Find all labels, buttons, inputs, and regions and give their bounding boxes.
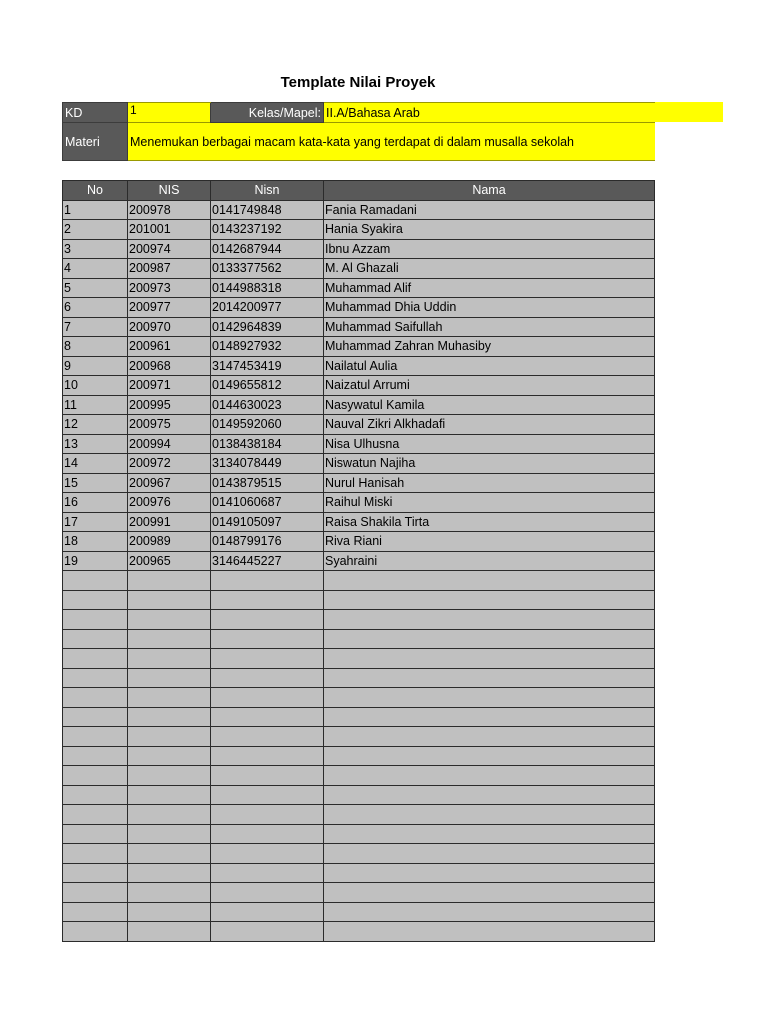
cell-nis[interactable] <box>128 766 211 786</box>
cell-nisn[interactable] <box>211 746 324 766</box>
empty-table-row <box>63 571 655 591</box>
cell-nis[interactable] <box>128 629 211 649</box>
kelas-mapel-value-cell[interactable]: II.A/Bahasa Arab <box>324 103 655 123</box>
cell-no[interactable] <box>63 649 128 669</box>
empty-table-row <box>63 668 655 688</box>
cell-no[interactable] <box>63 805 128 825</box>
empty-table-row <box>63 590 655 610</box>
cell-nama[interactable]: Fania Ramadani <box>324 200 655 220</box>
cell-nisn[interactable] <box>211 844 324 864</box>
cell-nisn[interactable]: 0144988318 <box>211 278 324 298</box>
cell-nama[interactable] <box>324 707 655 727</box>
header-nis: NIS <box>128 181 211 201</box>
cell-nama[interactable] <box>324 766 655 786</box>
cell-no[interactable]: 10 <box>63 376 128 396</box>
cell-nis[interactable]: 200977 <box>128 298 211 318</box>
cell-nisn[interactable]: 0148927932 <box>211 337 324 357</box>
kd-value-cell[interactable]: 1 <box>128 103 211 123</box>
empty-table-row <box>63 902 655 922</box>
cell-nama[interactable]: Nisa Ulhusna <box>324 434 655 454</box>
table-row <box>63 493 655 513</box>
cell-nis[interactable]: 200975 <box>128 415 211 435</box>
header-no: No <box>63 181 128 201</box>
table-row <box>63 200 655 220</box>
cell-no[interactable]: 2 <box>63 220 128 240</box>
empty-table-row <box>63 824 655 844</box>
table-row <box>63 532 655 552</box>
cell-nisn[interactable]: 3134078449 <box>211 454 324 474</box>
table-row <box>63 454 655 474</box>
cell-nama[interactable] <box>324 922 655 942</box>
cell-nis[interactable] <box>128 805 211 825</box>
cell-nis[interactable]: 200971 <box>128 376 211 396</box>
cell-no[interactable]: 19 <box>63 551 128 571</box>
cell-nis[interactable]: 200978 <box>128 200 211 220</box>
cell-no[interactable]: 11 <box>63 395 128 415</box>
cell-no[interactable]: 1 <box>63 200 128 220</box>
cell-nama[interactable]: Muhammad Zahran Muhasiby <box>324 337 655 357</box>
header-nisn: Nisn <box>211 181 324 201</box>
cell-nama[interactable]: Raisa Shakila Tirta <box>324 512 655 532</box>
empty-table-row <box>63 746 655 766</box>
empty-table-row <box>63 629 655 649</box>
empty-table-row <box>63 805 655 825</box>
cell-nisn[interactable] <box>211 629 324 649</box>
empty-table-row <box>63 707 655 727</box>
cell-nis[interactable]: 200987 <box>128 259 211 279</box>
cell-nisn[interactable] <box>211 707 324 727</box>
cell-nama[interactable] <box>324 844 655 864</box>
cell-nis[interactable] <box>128 571 211 591</box>
cell-nis[interactable] <box>128 590 211 610</box>
cell-nisn[interactable]: 0142964839 <box>211 317 324 337</box>
cell-nama[interactable]: Muhammad Alif <box>324 278 655 298</box>
cell-nama[interactable] <box>324 688 655 708</box>
cell-no[interactable] <box>63 766 128 786</box>
cell-no[interactable]: 12 <box>63 415 128 435</box>
cell-nis[interactable] <box>128 863 211 883</box>
cell-no[interactable] <box>63 668 128 688</box>
cell-nisn[interactable] <box>211 785 324 805</box>
cell-no[interactable]: 3 <box>63 239 128 259</box>
cell-nama[interactable] <box>324 727 655 747</box>
cell-no[interactable] <box>63 727 128 747</box>
kd-row <box>63 103 655 123</box>
materi-row <box>63 123 655 161</box>
cell-nama[interactable] <box>324 668 655 688</box>
cell-nama[interactable] <box>324 785 655 805</box>
cell-nis[interactable]: 200967 <box>128 473 211 493</box>
cell-no[interactable] <box>63 844 128 864</box>
empty-table-row <box>63 649 655 669</box>
table-row <box>63 337 655 357</box>
cell-nis[interactable]: 200972 <box>128 454 211 474</box>
cell-nama[interactable]: Raihul Miski <box>324 493 655 513</box>
cell-nama[interactable]: Muhammad Dhia Uddin <box>324 298 655 318</box>
empty-table-row <box>63 863 655 883</box>
cell-no[interactable]: 16 <box>63 493 128 513</box>
cell-nisn[interactable] <box>211 571 324 591</box>
cell-nisn[interactable] <box>211 902 324 922</box>
cell-nisn[interactable]: 3147453419 <box>211 356 324 376</box>
cell-nis[interactable] <box>128 668 211 688</box>
cell-nisn[interactable]: 0148799176 <box>211 532 324 552</box>
cell-nama[interactable] <box>324 610 655 630</box>
table-row <box>63 415 655 435</box>
cell-nama[interactable] <box>324 571 655 591</box>
cell-nis[interactable]: 200970 <box>128 317 211 337</box>
cell-nis[interactable]: 201001 <box>128 220 211 240</box>
cell-nama[interactable] <box>324 883 655 903</box>
cell-nisn[interactable]: 0143237192 <box>211 220 324 240</box>
table-row <box>63 356 655 376</box>
empty-table-row <box>63 785 655 805</box>
empty-table-row <box>63 844 655 864</box>
cell-no[interactable] <box>63 785 128 805</box>
cell-no[interactable] <box>63 863 128 883</box>
student-table <box>62 180 655 942</box>
cell-nis[interactable] <box>128 883 211 903</box>
cell-nis[interactable] <box>128 922 211 942</box>
cell-nama[interactable]: Muhammad Saifullah <box>324 317 655 337</box>
cell-no[interactable] <box>63 590 128 610</box>
cell-nisn[interactable] <box>211 883 324 903</box>
empty-table-row <box>63 610 655 630</box>
page-title: Template Nilai Proyek <box>280 74 436 91</box>
cell-nisn[interactable] <box>211 805 324 825</box>
cell-no[interactable] <box>63 824 128 844</box>
cell-nis[interactable] <box>128 688 211 708</box>
cell-nis[interactable]: 200994 <box>128 434 211 454</box>
cell-nama[interactable] <box>324 805 655 825</box>
cell-nama[interactable]: Naizatul Arrumi <box>324 376 655 396</box>
cell-no[interactable] <box>63 629 128 649</box>
cell-no[interactable]: 8 <box>63 337 128 357</box>
cell-no[interactable]: 6 <box>63 298 128 318</box>
table-row <box>63 473 655 493</box>
table-row <box>63 512 655 532</box>
highlight-cell[interactable] <box>654 102 723 122</box>
kelas-mapel-label: Kelas/Mapel: <box>211 103 324 123</box>
cell-nis[interactable] <box>128 844 211 864</box>
cell-nama[interactable] <box>324 649 655 669</box>
cell-nis[interactable] <box>128 746 211 766</box>
cell-nama[interactable]: Riva Riani <box>324 532 655 552</box>
cell-nama[interactable] <box>324 746 655 766</box>
cell-no[interactable] <box>63 707 128 727</box>
cell-nisn[interactable] <box>211 688 324 708</box>
cell-nis[interactable]: 200961 <box>128 337 211 357</box>
cell-nisn[interactable]: 0149655812 <box>211 376 324 396</box>
cell-nisn[interactable]: 0141749848 <box>211 200 324 220</box>
cell-nama[interactable] <box>324 824 655 844</box>
cell-nama[interactable]: Nasywatul Kamila <box>324 395 655 415</box>
cell-no[interactable]: 17 <box>63 512 128 532</box>
table-row <box>63 395 655 415</box>
table-row <box>63 298 655 318</box>
cell-no[interactable] <box>63 571 128 591</box>
cell-nisn[interactable] <box>211 590 324 610</box>
cell-no[interactable] <box>63 902 128 922</box>
cell-nis[interactable] <box>128 610 211 630</box>
cell-no[interactable] <box>63 883 128 903</box>
cell-nisn[interactable]: 0138438184 <box>211 434 324 454</box>
cell-nisn[interactable] <box>211 668 324 688</box>
table-row <box>63 239 655 259</box>
cell-nama[interactable]: Nurul Hanisah <box>324 473 655 493</box>
cell-no[interactable]: 5 <box>63 278 128 298</box>
empty-table-row <box>63 727 655 747</box>
table-row <box>63 259 655 279</box>
cell-no[interactable] <box>63 688 128 708</box>
cell-nama[interactable]: Hania Syakira <box>324 220 655 240</box>
cell-nis[interactable]: 200991 <box>128 512 211 532</box>
cell-nis[interactable] <box>128 649 211 669</box>
cell-no[interactable]: 15 <box>63 473 128 493</box>
cell-no[interactable]: 4 <box>63 259 128 279</box>
cell-nis[interactable]: 200995 <box>128 395 211 415</box>
cell-nisn[interactable] <box>211 727 324 747</box>
cell-nisn[interactable]: 0149592060 <box>211 415 324 435</box>
cell-nisn[interactable]: 2014200977 <box>211 298 324 318</box>
cell-nis[interactable]: 200974 <box>128 239 211 259</box>
table-row <box>63 278 655 298</box>
cell-nama[interactable]: Ibnu Azzam <box>324 239 655 259</box>
table-row <box>63 376 655 396</box>
empty-table-row <box>63 883 655 903</box>
empty-table-row <box>63 922 655 942</box>
cell-nisn[interactable]: 0133377562 <box>211 259 324 279</box>
table-body <box>63 200 655 941</box>
cell-nisn[interactable] <box>211 649 324 669</box>
cell-no[interactable]: 13 <box>63 434 128 454</box>
cell-nisn[interactable]: 0142687944 <box>211 239 324 259</box>
cell-nisn[interactable] <box>211 766 324 786</box>
cell-nis[interactable]: 200968 <box>128 356 211 376</box>
table-row <box>63 220 655 240</box>
info-table <box>62 102 655 161</box>
empty-table-row <box>63 688 655 708</box>
cell-nisn[interactable]: 0143879515 <box>211 473 324 493</box>
table-header-row <box>63 181 655 201</box>
cell-nis[interactable]: 200976 <box>128 493 211 513</box>
cell-nisn[interactable]: 0149105097 <box>211 512 324 532</box>
materi-value-cell[interactable]: Menemukan berbagai macam kata-kata yang terdapat di dalam musalla sekolah <box>128 123 655 161</box>
cell-nama[interactable] <box>324 629 655 649</box>
cell-nama[interactable] <box>324 863 655 883</box>
cell-no[interactable]: 9 <box>63 356 128 376</box>
table-row <box>63 317 655 337</box>
cell-nisn[interactable]: 0144630023 <box>211 395 324 415</box>
cell-nisn[interactable]: 3146445227 <box>211 551 324 571</box>
table-row <box>63 434 655 454</box>
cell-nis[interactable]: 200989 <box>128 532 211 552</box>
cell-nis[interactable] <box>128 707 211 727</box>
cell-nama[interactable]: M. Al Ghazali <box>324 259 655 279</box>
cell-nisn[interactable]: 0141060687 <box>211 493 324 513</box>
cell-nama[interactable] <box>324 902 655 922</box>
cell-nis[interactable]: 200965 <box>128 551 211 571</box>
table-row <box>63 551 655 571</box>
cell-no[interactable] <box>63 922 128 942</box>
cell-no[interactable] <box>63 746 128 766</box>
materi-label: Materi <box>63 123 128 161</box>
cell-no[interactable]: 14 <box>63 454 128 474</box>
cell-no[interactable]: 7 <box>63 317 128 337</box>
cell-nisn[interactable] <box>211 824 324 844</box>
cell-no[interactable]: 18 <box>63 532 128 552</box>
cell-nama[interactable]: Nauval Zikri Alkhadafi <box>324 415 655 435</box>
empty-table-row <box>63 766 655 786</box>
cell-nis[interactable] <box>128 824 211 844</box>
cell-nama[interactable] <box>324 590 655 610</box>
cell-nisn[interactable] <box>211 863 324 883</box>
kd-label: KD <box>63 103 128 123</box>
cell-nis[interactable]: 200973 <box>128 278 211 298</box>
cell-nama[interactable]: Syahraini <box>324 551 655 571</box>
cell-nis[interactable] <box>128 902 211 922</box>
cell-no[interactable] <box>63 610 128 630</box>
cell-nisn[interactable] <box>211 922 324 942</box>
cell-nis[interactable] <box>128 727 211 747</box>
header-nama: Nama <box>324 181 655 201</box>
cell-nama[interactable]: Nailatul Aulia <box>324 356 655 376</box>
cell-nama[interactable]: Niswatun Najiha <box>324 454 655 474</box>
cell-nisn[interactable] <box>211 610 324 630</box>
cell-nis[interactable] <box>128 785 211 805</box>
